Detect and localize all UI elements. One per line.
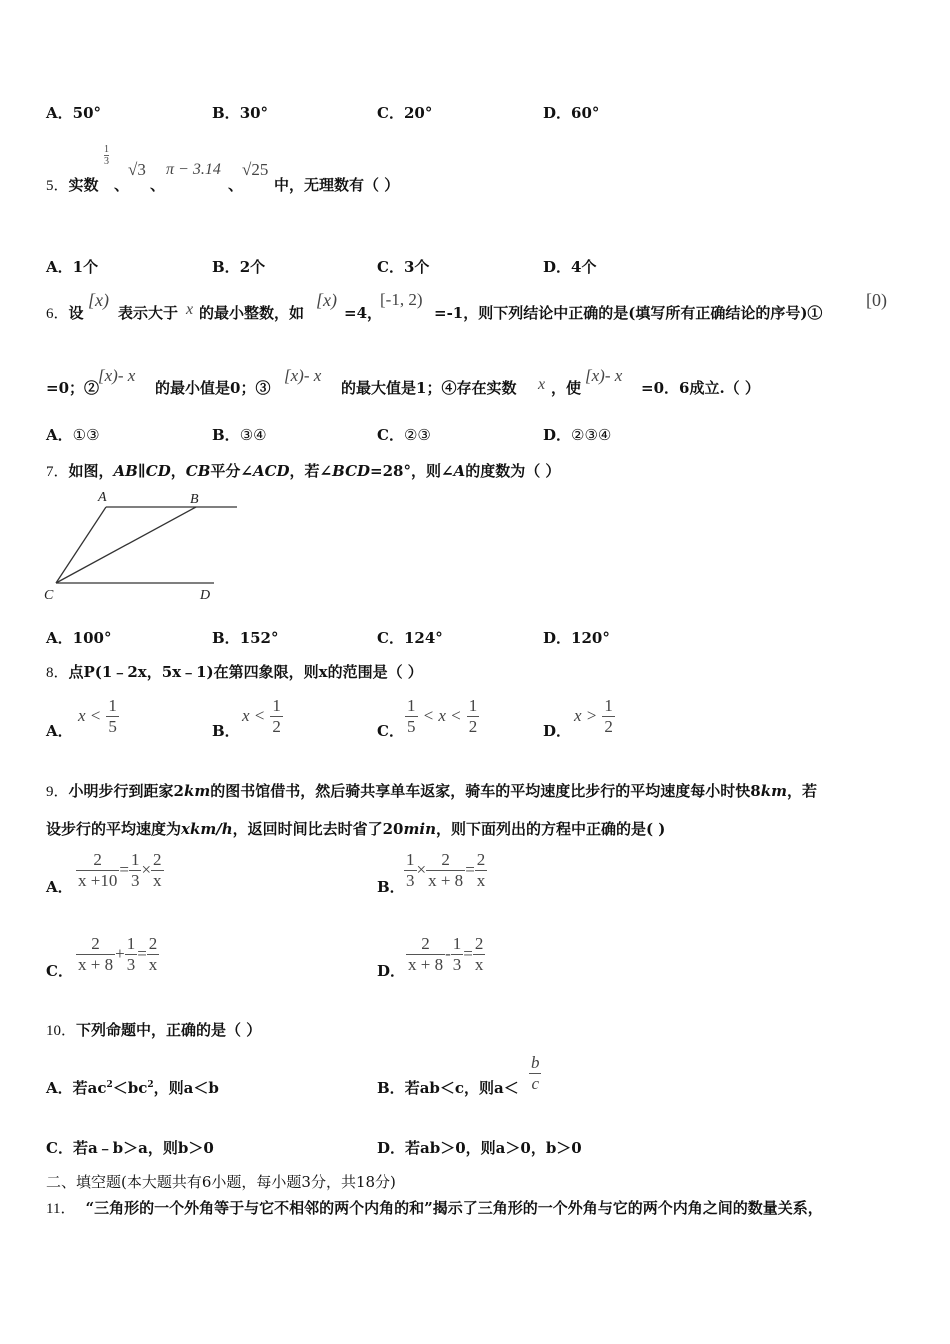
q5-expr-sqrt25: √25 (242, 160, 269, 179)
q9-line1: 9．小明步行到距家2km的图书馆借书，然后骑共享单车返家，骑车的平均速度比步行的平均速度每小时快8km，若 (46, 782, 817, 800)
line-cb (56, 507, 196, 583)
q6-line2-text-5: =0．6成立.（ ） (641, 379, 760, 397)
q6-option-b: B．③④ (212, 426, 267, 444)
q8-option-b-letter: B． (212, 722, 240, 740)
q6-math-zero: [0) (866, 290, 887, 310)
q10-option-b: B．若ab＜c，则a＜ (377, 1079, 519, 1097)
q4-option-a: A．50° (46, 104, 102, 122)
q7-option-a: A．100° (46, 629, 112, 647)
q9-option-b-expr: $\frac{1}{3}$ × $\frac{2}{x + 8}$ = $\frac{2}{x}$ (406, 850, 486, 890)
q5-option-c: C．3个 (377, 258, 430, 276)
q6-math-example: [-1, 2) (380, 290, 423, 309)
q9-option-b-letter: B． (377, 878, 405, 896)
q7-question: 7．如图，AB∥CD，CB平分∠ACD，若∠BCD=28°，则∠A的度数为（ ） (46, 462, 561, 480)
q5-option-d: D．4个 (543, 258, 597, 276)
q9-option-c-expr: $\frac{2}{x + 8}$ + $\frac{1}{3}$ = $\frac{2}{x}$ (78, 934, 158, 974)
q6-line2-math-1: [x)- x (98, 366, 136, 385)
q9-option-c-letter: C． (46, 962, 73, 980)
q10-option-b-fraction: $\frac{b}{c}$ (531, 1053, 540, 1093)
q9-line2: 设步行的平均速度为xkm/h，返回时间比去时省了20min，则下面列出的方程中正确的是( ) (46, 820, 666, 838)
q8-option-b-expr: x < $\frac{1}{2}$ (242, 696, 281, 736)
q7-option-c: C．124° (377, 629, 443, 647)
label-d: D (200, 588, 211, 603)
q8-option-c-letter: C． (377, 722, 404, 740)
q4-option-d: D．60° (543, 104, 600, 122)
q6-text-3: 的最小整数，如 (199, 304, 305, 322)
q5-sep2: 、 (150, 176, 166, 194)
q7-figure (40, 485, 250, 610)
q10-question: 10．下列命题中，正确的是（ ） (46, 1021, 262, 1039)
line-ca (56, 507, 106, 583)
q7-option-d: D．120° (543, 629, 610, 647)
q6-math-x-bracket-2: [x) (316, 290, 337, 310)
q8-question: 8．点P(1﹣2x，5x﹣1)在第四象限，则x的范围是（ ） (46, 663, 423, 681)
q5-sep1: 、 (114, 176, 130, 194)
q6-line2-math-2: [x)- x (284, 366, 322, 385)
q5-expr-pi: π − 3.14 (166, 161, 221, 178)
q6-number: 6．设 (46, 304, 84, 322)
q5-option-a: A．1个 (46, 258, 99, 276)
q7-option-b: B．152° (212, 629, 279, 647)
q5-expr-sqrt3: √3 (128, 160, 146, 179)
q6-line2-text-2: 的最小值是0；③ (155, 379, 271, 397)
q9-option-a-letter: A． (46, 878, 73, 896)
q5-option-b: B．2个 (212, 258, 266, 276)
q6-line2-math-4: [x)- x (585, 366, 623, 385)
q6-text-5: =-1，则下列结论中正确的是(填写所有正确结论的序号)① (434, 304, 823, 322)
q10-option-a: A．若$ac^2<bc^2$，则a＜b (46, 1079, 219, 1097)
q6-text-4: =4， (344, 304, 383, 322)
q6-text-2: 表示大于 (118, 304, 179, 322)
q8-option-a-expr: x < $\frac{1}{5}$ (78, 696, 117, 736)
q4-option-b: B．30° (212, 104, 269, 122)
q8-option-a-letter: A． (46, 722, 73, 740)
q6-line2-math-3: x (538, 376, 546, 393)
q5-expr-fraction: 1 3 (104, 144, 109, 167)
q6-option-c: C．②③ (377, 426, 431, 444)
q4-option-c: C．20° (377, 104, 433, 122)
q10-option-d: D．若ab＞0，则a＞0，b＞0 (377, 1139, 582, 1157)
q9-option-d-letter: D． (377, 962, 406, 980)
q6-math-x: x (186, 301, 194, 318)
label-b: B (190, 492, 199, 507)
q6-option-a: A．①③ (46, 426, 100, 444)
q10-option-c: C．若a﹣b＞a，则b＞0 (46, 1139, 214, 1157)
q6-line2-text-1: =0；② (46, 379, 100, 397)
q11-question: 11． “三角形的一个外角等于与它不相邻的两个内角的和”揭示了三角形的一个外角与它的两个内角之间的数量关系， (46, 1199, 823, 1217)
q6-option-d: D．②③④ (543, 426, 612, 444)
section-title: 二、填空题(本大题共有6小题，每小题3分，共18分) (46, 1173, 396, 1191)
q8-option-d-expr: x > $\frac{1}{2}$ (574, 696, 613, 736)
q6-line2-text-4: ，使 (551, 379, 582, 397)
q8-option-c-expr: $\frac{1}{5}$ < x < $\frac{1}{2}$ (407, 696, 478, 736)
q5-number: 5．实数 (46, 176, 99, 194)
label-c: C (44, 588, 54, 603)
q5-sep3: 、 (228, 176, 244, 194)
q9-option-a-expr: $\frac{2}{x +10}$ = $\frac{1}{3}$ × $\frac{2}{x}$ (78, 850, 162, 890)
q5-question: 中，无理数有（ ） (274, 176, 400, 194)
q8-option-d-letter: D． (543, 722, 572, 740)
label-a: A (98, 490, 107, 505)
q6-line2-text-3: 的最大值是1；④存在实数 (341, 379, 517, 397)
q9-option-d-expr: $\frac{2}{x + 8}$ - $\frac{1}{3}$ = $\frac{2}{x}$ (408, 934, 484, 974)
q6-math-x-bracket: [x) (88, 290, 109, 310)
